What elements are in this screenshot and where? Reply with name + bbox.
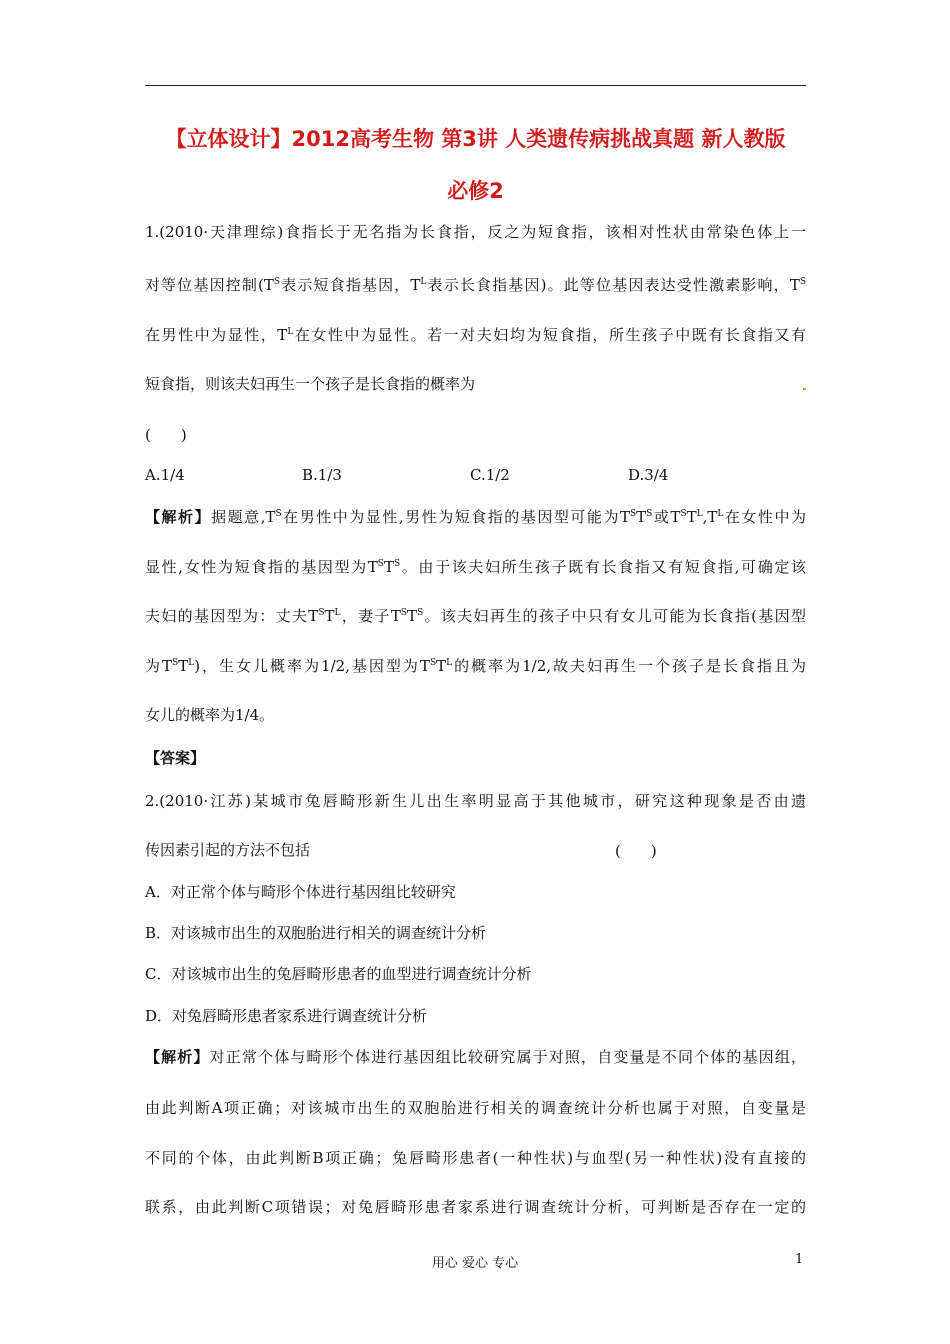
q2-line1: 2.(2010·江苏)某城市兔唇畸形新生儿出生率明显高于其他城市，研究这种现象是否由遗 (145, 792, 806, 810)
q1-option-b: B.1/3 (302, 466, 342, 484)
q1-option-d: D.3/4 (628, 466, 669, 484)
q1-answer-paren: ( ) (145, 426, 187, 444)
page-number: 1 (795, 1252, 804, 1267)
q1-option-a: A.1/4 (145, 466, 185, 484)
q1-analysis-line1: 【解析】据题意$,T^S$在男性中为显性,男性为短食指的基因型可能为$T^ST^S$或$T^ST^L,T^L$在女性中为 (145, 508, 806, 526)
footer-text: 用心 爱心 专心 (431, 1256, 519, 1271)
q2-analysis-line1: 【解析】对正常个体与畸形个体进行基因组比较研究属于对照，自变量是不同个体的基因组， (145, 1048, 806, 1066)
q1-line1: 1.(2010·天津理综)食指长于无名指为长食指，反之为短食指，该相对性状由常染色体上一 (145, 223, 806, 241)
q1-line4: 短食指，则该夫妇再生一个孩子是长食指的概率为 (145, 375, 476, 393)
q1-line3: 在男性中为显性，$T^L$在女性中为显性。若一对夫妇均为短食指，所生孩子中既有长食指又有 (145, 326, 806, 344)
q1-option-c: C.1/2 (470, 466, 510, 484)
analysis-label: 【解析】 (145, 508, 212, 526)
q2-analysis-line3: 不同的个体，由此判断B项正确；兔唇畸形患者(一种性状)与血型(另一种性状)没有直接的 (145, 1149, 806, 1167)
mark-dot (803, 388, 806, 390)
header-rule (145, 85, 806, 86)
document-title-line2: 必修2 (447, 179, 504, 203)
q1-line2: 对等位基因控制($T^S$表示短食指基因，$T^L$表示长食指基因)。此等位基因表达受性激素影响，$T^S$ (145, 276, 806, 294)
q2-answer-paren: ( ) (615, 842, 657, 860)
q1-analysis-line4: 为$T^ST^L$)，生女儿概率为1/2,基因型为$T^ST^L$的概率为1/2,故夫妇再生一个孩子是长食指且为 (145, 657, 806, 675)
q2-option-c: C．对该城市出生的兔唇畸形患者的血型进行调查统计分析 (145, 965, 532, 983)
q1-analysis-line2: 显性,女性为短食指的基因型为$T^ST^S$。由于该夫妇所生孩子既有长食指又有短食指,可确定该 (145, 558, 806, 576)
q1-analysis-line3: 夫妇的基因型为：丈夫$T^ST^L$，妻子$T^ST^S$。该夫妇再生的孩子中只有女儿可能为长食指(基因型 (145, 607, 807, 625)
analysis-label: 【解析】 (145, 1048, 210, 1066)
q2-analysis-line2: 由此判断A项正确；对该城市出生的双胞胎进行相关的调查统计分析也属于对照，自变量是 (145, 1099, 806, 1117)
q1-analysis-line5: 女儿的概率为1/4。 (145, 706, 275, 724)
q2-option-a: A．对正常个体与畸形个体进行基因组比较研究 (145, 883, 456, 901)
q2-option-b: B．对该城市出生的双胞胎进行相关的调查统计分析 (145, 924, 487, 942)
q2-option-d: D．对兔唇畸形患者家系进行调查统计分析 (145, 1007, 428, 1025)
q1-answer-label: 【答案】 (145, 749, 206, 767)
q2-line2: 传因素引起的方法不包括 (145, 841, 311, 859)
q2-analysis-line4: 联系，由此判断C项错误；对兔唇畸形患者家系进行调查统计分析，可判断是否存在一定的 (145, 1198, 806, 1216)
document-title-line1: 【立体设计】2012高考生物 第3讲 人类遗传病挑战真题 新人教版 (165, 127, 786, 151)
